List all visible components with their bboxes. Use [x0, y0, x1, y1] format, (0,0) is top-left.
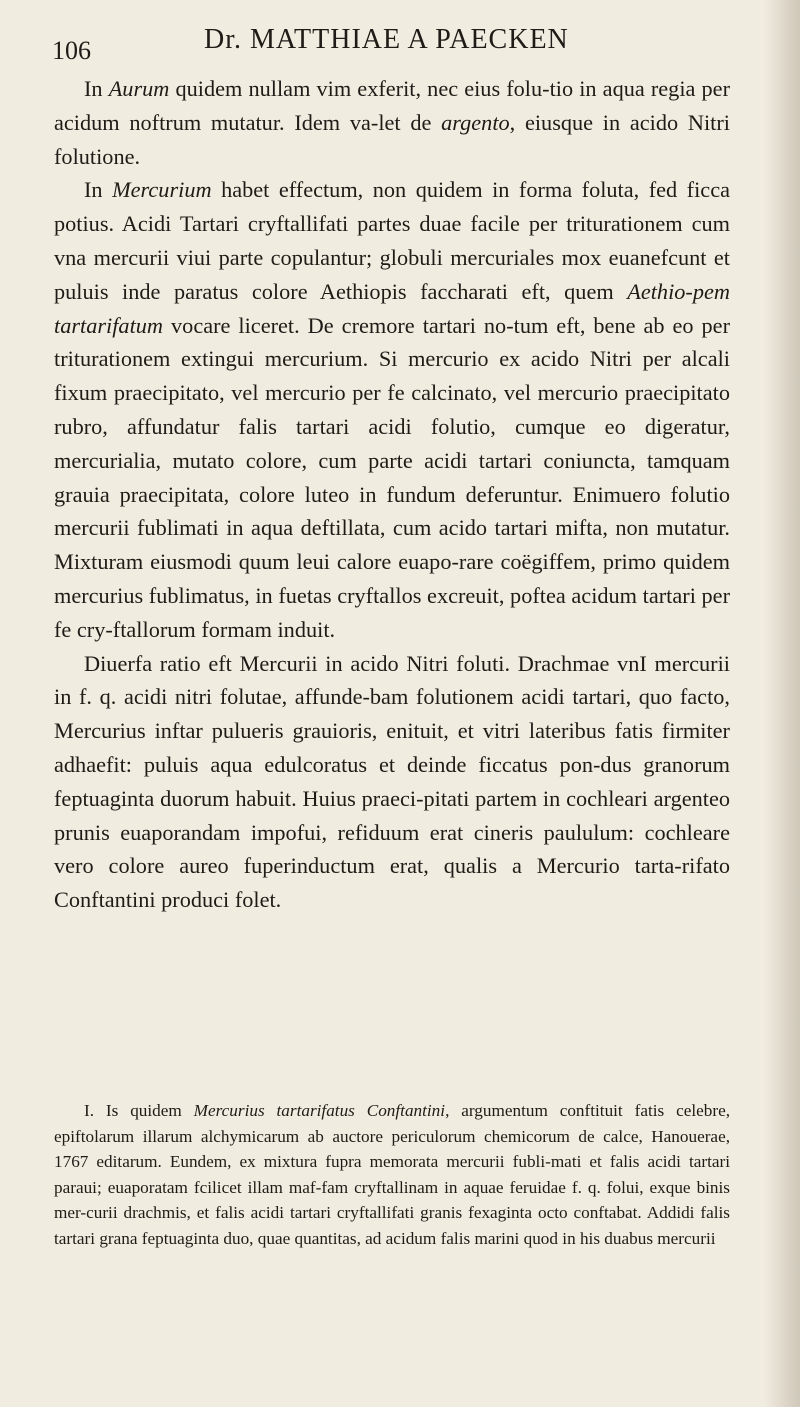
italic-run: Mercurium — [112, 177, 212, 203]
running-head: Dr. MATTHIAE A PAECKEN — [204, 24, 569, 55]
text-run: In — [84, 76, 109, 101]
text-run: Diuerfa ratio eft Mercurii in acido Nitri foluti. Drachmae vnI mercurii in f. q. acidi nitri folutae, affunde-bam folutionem acidi tartari, quo facto, Mercurius inftar pulueris grauioris, enituit, et vitri lateribus fatis firmiter adhaefit: puluis aqua edulcoratus et deinde ficcatus pon-dus granorum feptuaginta duorum habuit. Huius praeci-pitati partem in cochleari argenteo prunis euaporandam impofui, refiduum erat cineris paululum: cochleare vero colore aureo fuperinductum erat, qualis a Mercurio tarta-rifato Conftantini produci folet. — [54, 650, 730, 913]
text-run: habet effectum, non quidem in forma foluta, fed ficca potius. Acidi Tartari cryftallifati partes duae facile per triturationem cum vna mercurii viui parte copulantur; globuli mercuriales mox euanefcunt et puluis inde paratus colore Aethiopis faccharati eft, quem — [54, 177, 730, 304]
text-run: , argumentum conftituit fatis celebre, epiftolarum illarum alchymicarum ab auctore periculorum chemicorum de calce, Hanouerae, 1767 editarum. Eundem, ex mixtura fupra memorata mercurii fubli-mati et falis acidi tartari paraui; euaporatam fcilicet illam maf-fam cryftallinam in aquae feruidae f. q. folui, exque binis mer-curii drachmis, et falis acidi tartari cryftallifati granis fexaginta octo conftabat. Addidi falis tartari grana feptuaginta duo, quae quantitas, ad acidum falis marini quod in his duabus mercurii — [54, 1101, 730, 1248]
italic-run: argento — [441, 109, 510, 135]
page-number: 106 — [52, 36, 91, 65]
footnote-text — [54, 1098, 730, 1251]
italic-run: Aethio-pem tartarifatum — [54, 278, 730, 338]
paragraph-diuersa — [54, 647, 730, 917]
text-run: In — [84, 177, 113, 203]
page-edge-shadow — [764, 0, 800, 1407]
text-run: , eiusque in acido Nitri folutione. — [54, 109, 730, 169]
text-run: vocare liceret. De cremore tartari no-tum eft, bene ab eo per triturationem extingui mercurium. Si mercurio ex acido Nitri per alcali fixum praecipitato, vel mercurio per fe calcinato, vel mercurio praecipitato rubro, affundatur falis tartari acidi folutio, cumque eo digeratur, mercurialia, mutato colore, cum parte acidi tartari coniuncta, tamquam grauia praecipitata, colore luteo in fundum deferuntur. Enimuero folutio mercurii fublimati in aqua deftillata, cum acido tartari mifta, non mutatur. Mixturam eiusmodi quum leui calore euapo-rare coëgiffem, primo quidem mercurius fublimatus, in fuetas cryftallos excreuit, poftea acidum tartari per fe cry-ftallorum formam induit. — [54, 312, 730, 642]
italic-run: Aurum — [108, 76, 170, 101]
paragraph-aurum — [54, 72, 730, 173]
footnote — [54, 1098, 730, 1251]
body-text — [54, 72, 730, 917]
paragraph-mercurium — [54, 173, 730, 646]
italic-run: Mercurius tartarifatus Conftantini — [193, 1101, 446, 1120]
page-header — [52, 14, 702, 65]
text-run: quidem nullam vim exferit, nec eius folu-tio in aqua regia per acidum noftrum mutatur. Idem va-let de — [54, 76, 730, 135]
text-run: I. Is quidem — [84, 1101, 194, 1120]
